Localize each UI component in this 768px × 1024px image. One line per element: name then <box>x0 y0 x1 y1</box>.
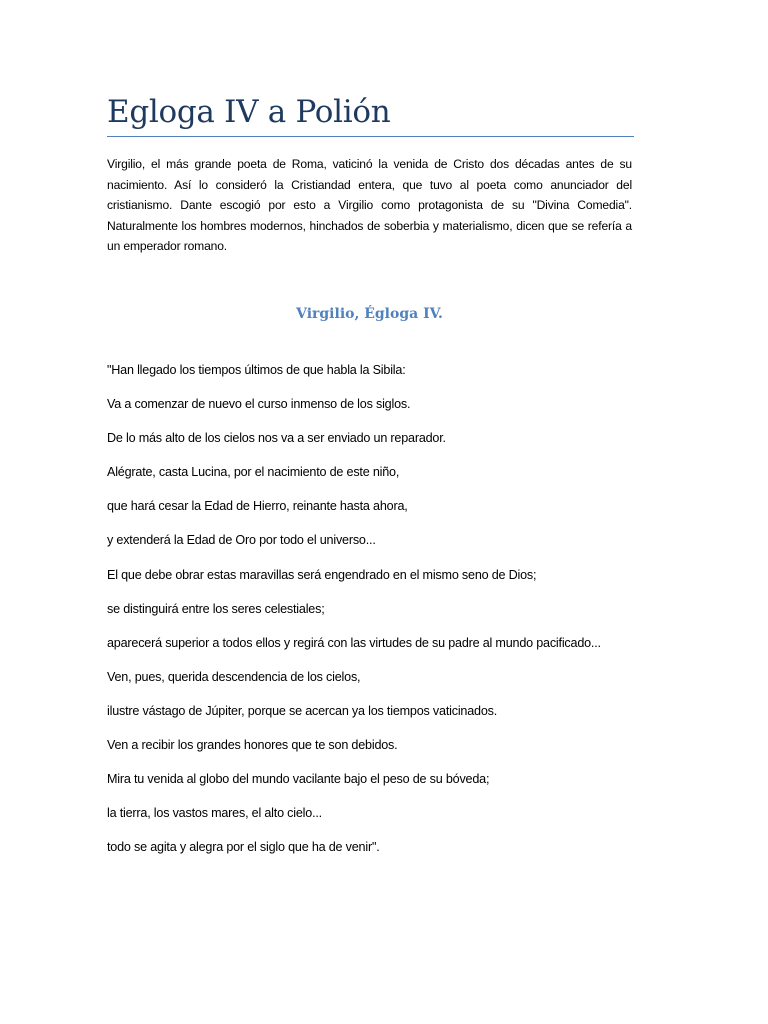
document-title: Egloga IV a Polión <box>107 94 391 130</box>
poem-line: se distinguirá entre los seres celestiales; <box>107 601 325 616</box>
poem-line: aparecerá superior a todos ellos y regirá con las virtudes de su padre al mundo pacificado... <box>107 635 601 650</box>
poem-line: Mira tu venida al globo del mundo vacilante bajo el peso de su bóveda; <box>107 772 490 787</box>
poem-line: "Han llegado los tiempos últimos de que habla la Sibila: <box>107 363 406 377</box>
poem-line: Ven, pues, querida descendencia de los cielos, <box>107 669 361 684</box>
intro-paragraph: Virgilio, el más grande poeta de Roma, vaticinó la venida de Cristo dos décadas antes de su nacimiento. Así lo consideró la Cristiandad entera, que tuvo al poeta como anunciador del cristianismo. Dante escogió por esto a Virgilio como protagonista de su "Divina Comedia". Naturalmente los hombres modernos, hinchados de soberbia y materialismo, dicen que se refería a un emperador romano. <box>107 157 632 253</box>
poem-line: Ven a recibir los grandes honores que te son debidos. <box>107 738 398 753</box>
poem-line: El que debe obrar estas maravillas será engendrado en el mismo seno de Dios; <box>107 567 537 582</box>
section-subtitle: Virgilio, Égloga IV. <box>296 306 443 322</box>
title-underline <box>107 136 634 137</box>
poem-verses <box>107 359 632 870</box>
poem-line: la tierra, los vastos mares, el alto cielo... <box>107 806 322 821</box>
poem-line: De lo más alto de los cielos nos va a ser enviado un reparador. <box>107 431 446 446</box>
poem-line: y extenderá la Edad de Oro por todo el universo... <box>107 533 376 548</box>
poem-line: todo se agita y alegra por el siglo que ha de venir". <box>107 840 380 855</box>
poem-line: que hará cesar la Edad de Hierro, reinante hasta ahora, <box>107 499 408 514</box>
poem-line: Va a comenzar de nuevo el curso inmenso de los siglos. <box>107 397 411 412</box>
poem-line: ilustre vástago de Júpiter, porque se acercan ya los tiempos vaticinados. <box>107 703 498 718</box>
poem-line: Alégrate, casta Lucina, por el nacimiento de este niño, <box>107 465 400 480</box>
